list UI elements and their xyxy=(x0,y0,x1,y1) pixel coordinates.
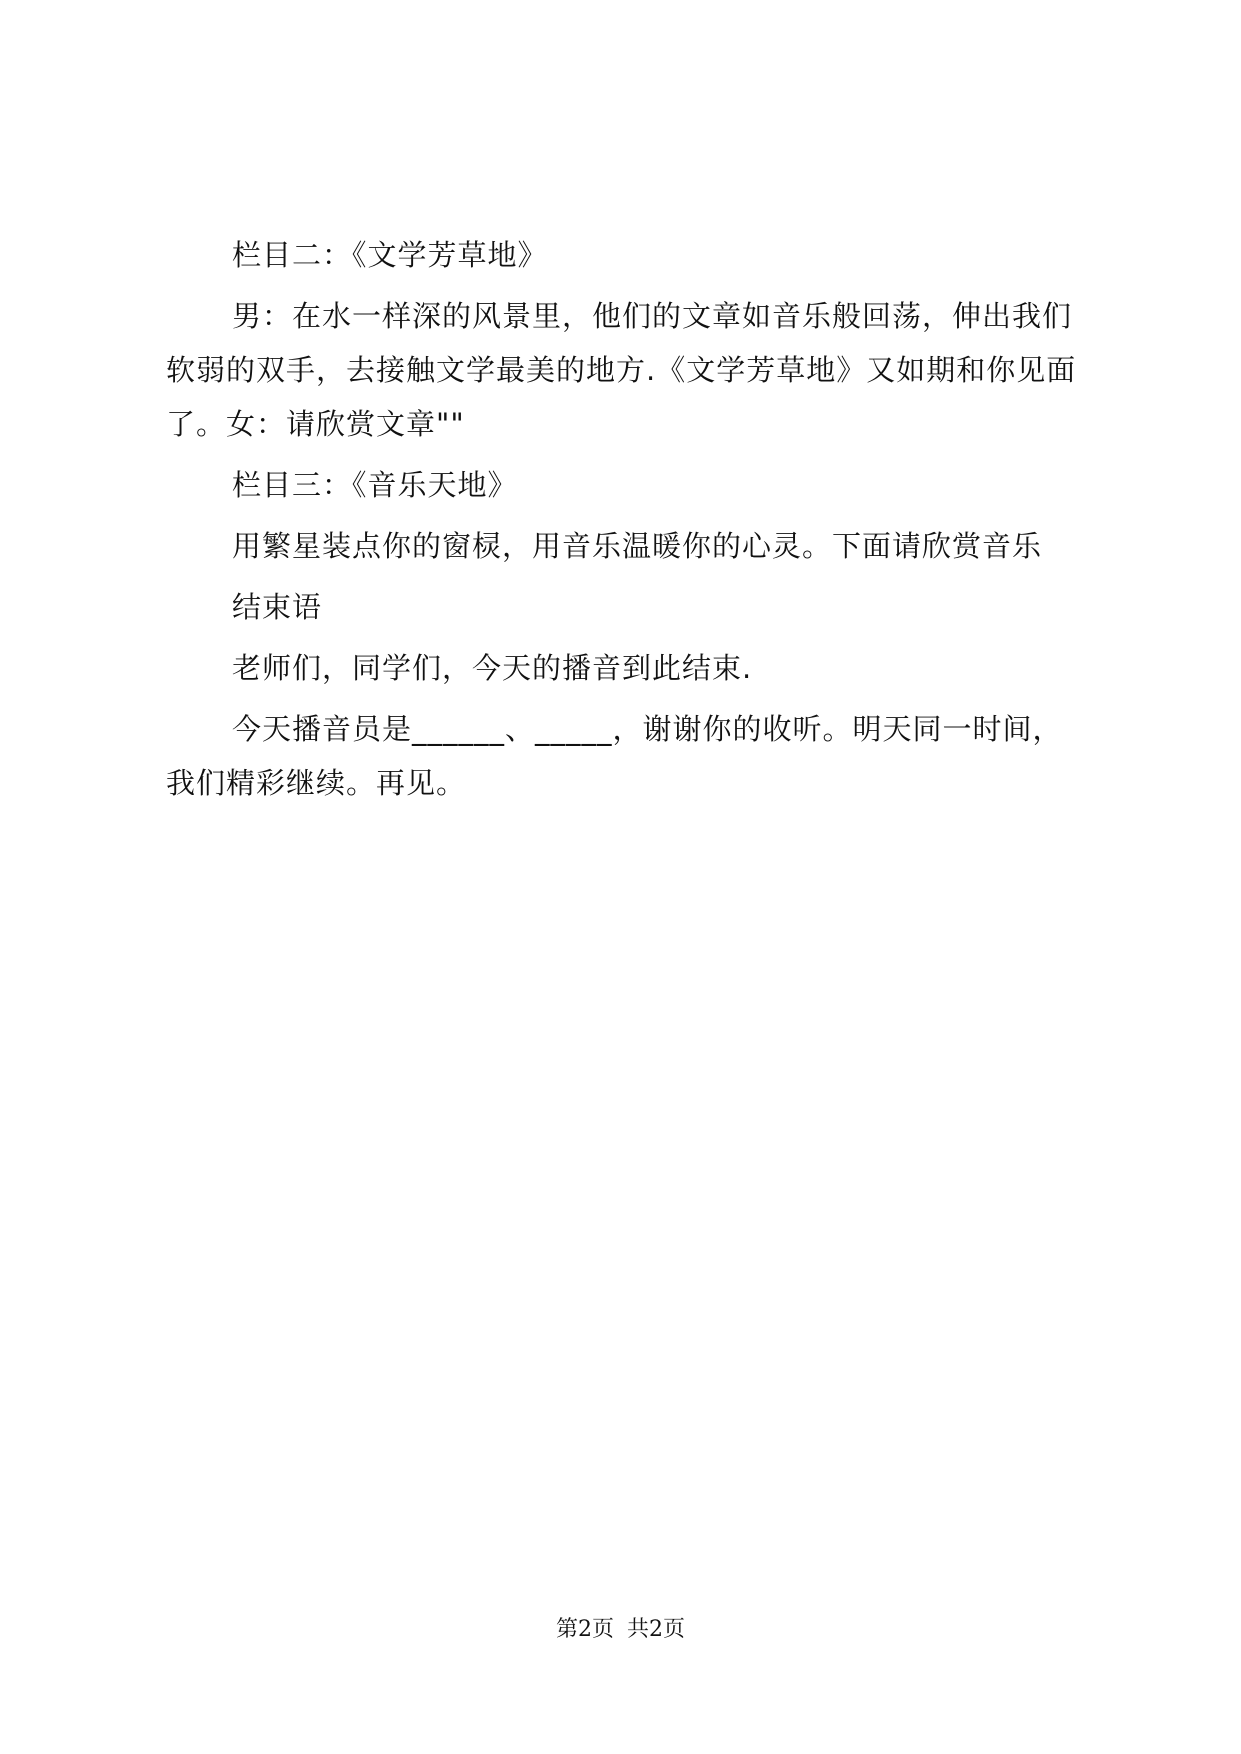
paragraph-literature-intro: 男：在水一样深的风景里，他们的文章如音乐般回荡，伸出我们软弱的双手，去接触文学最美的地方.《文学芳草地》又如期和你见面了。女：请欣赏文章"" xyxy=(166,299,1077,441)
paragraph-closing-2: 今天播音员是______、_____，谢谢你的收听。明天同一时间，我们精彩继续。再见。 xyxy=(166,712,1063,800)
section-heading-literature: 栏目二：《文学芳草地》 xyxy=(232,238,548,272)
section-heading-music: 栏目三：《音乐天地》 xyxy=(232,468,518,502)
section-heading-closing: 结束语 xyxy=(232,590,323,624)
page-footer xyxy=(0,1612,1241,1643)
paragraph-closing-1: 老师们，同学们，今天的播音到此结束. xyxy=(232,651,753,685)
document-body xyxy=(166,228,1086,817)
paragraph-music-intro: 用繁星装点你的窗棂，用音乐温暖你的心灵。下面请欣赏音乐 xyxy=(232,529,1043,563)
page-total: 共2页 xyxy=(627,1617,685,1642)
page-number: 第2页 xyxy=(556,1617,614,1642)
